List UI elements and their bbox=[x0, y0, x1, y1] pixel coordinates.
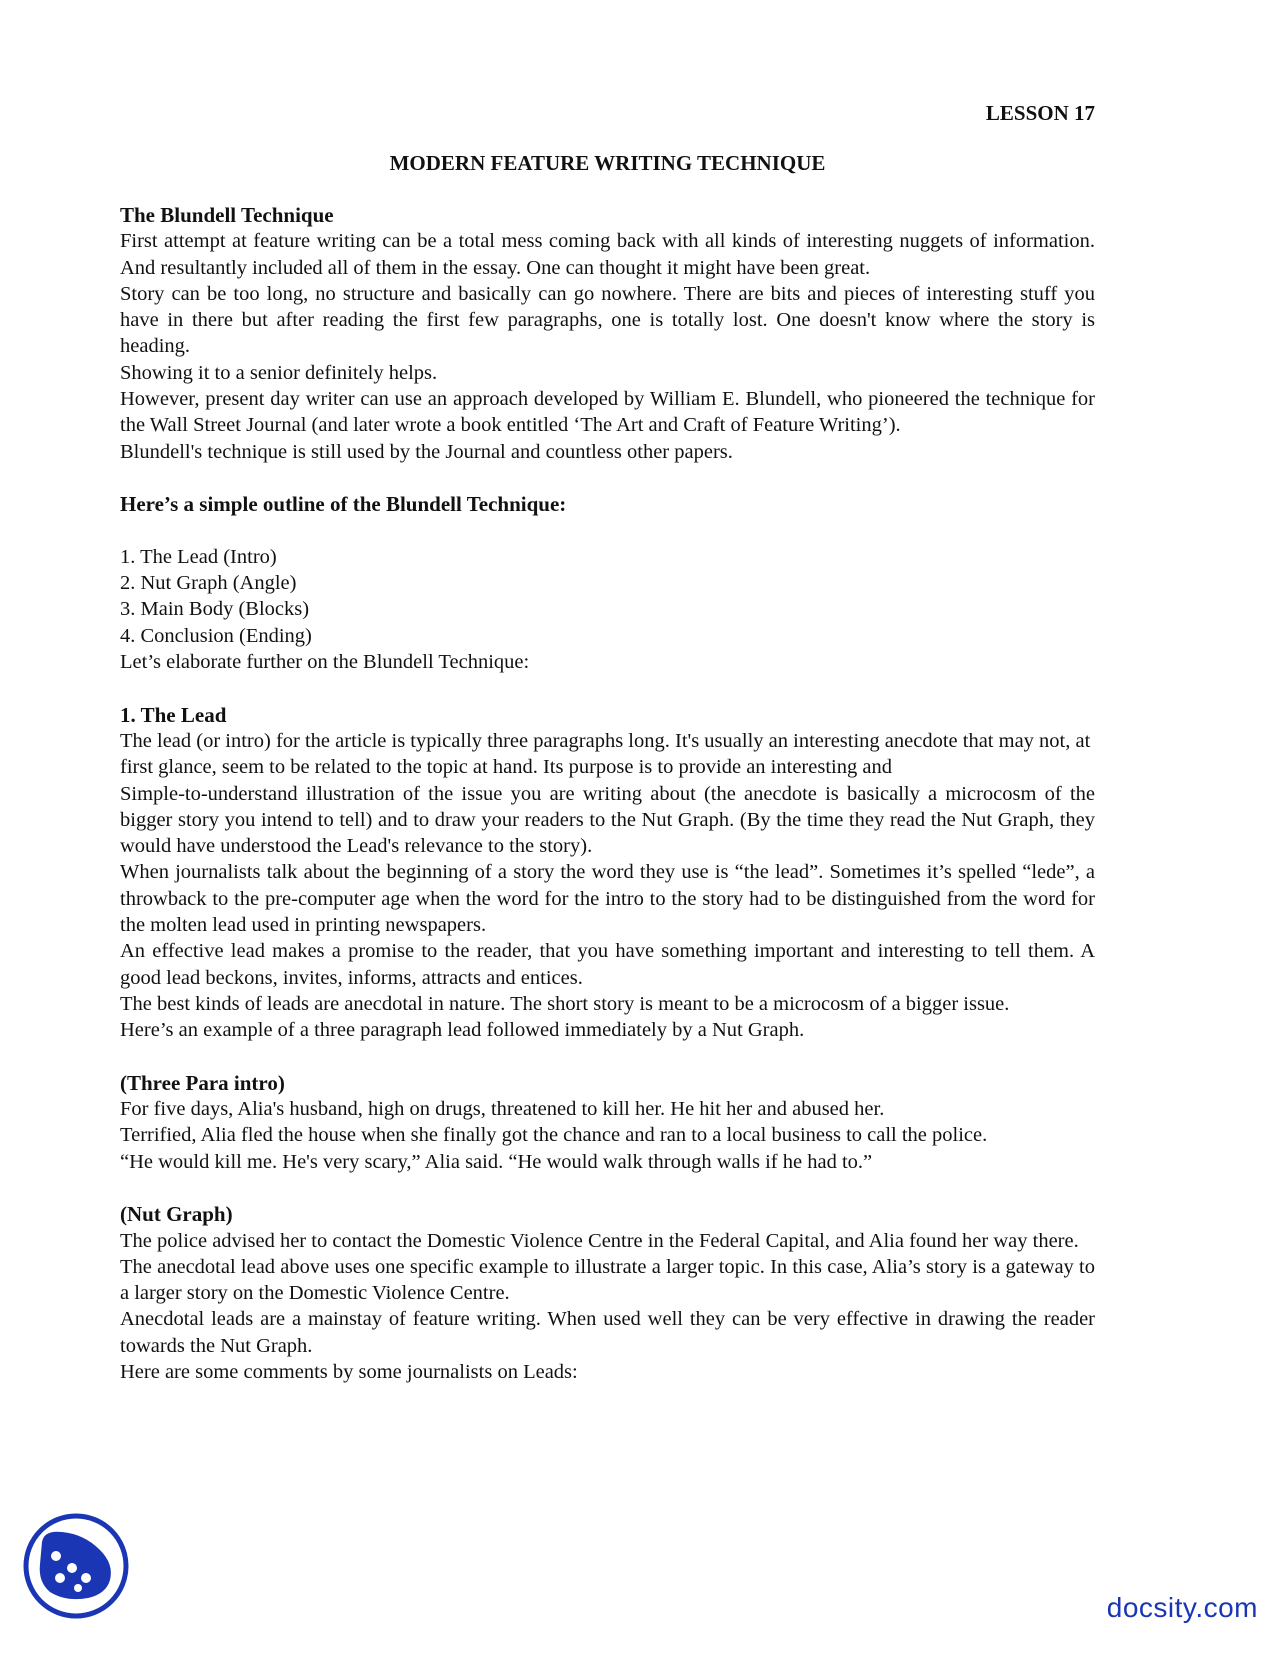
outline-followup: Let’s elaborate further on the Blundell Technique: bbox=[120, 651, 530, 674]
paragraph: When journalists talk about the beginning of a story the word they use is “the lead”. Sometimes it’s spelled “lede”, a throwback to the pre-computer age when the word for the intro to the story had to be distinguished from the word for the molten lead used in printing newspapers. bbox=[120, 861, 1095, 937]
paragraph: For five days, Alia's husband, high on drugs, threatened to kill her. He hit her and abused her. bbox=[120, 1098, 885, 1121]
paragraph: Here are some comments by some journalists on Leads: bbox=[120, 1361, 578, 1384]
section-heading-blundell: The Blundell Technique bbox=[120, 203, 334, 227]
section-heading-intro-example: (Three Para intro) bbox=[120, 1070, 285, 1095]
paragraph: The anecdotal lead above uses one specific example to illustrate a larger topic. In this case, Alia’s story is a gateway to a larger story on the Domestic Violence Centre. bbox=[120, 1255, 1095, 1305]
paragraph: Terrified, Alia fled the house when she finally got the chance and ran to a local business to call the police. bbox=[120, 1124, 988, 1147]
outline-item: 2. Nut Graph (Angle) bbox=[120, 572, 297, 595]
outline-item: 3. Main Body (Blocks) bbox=[120, 598, 310, 621]
paragraph: Here’s an example of a three paragraph lead followed immediately by a Nut Graph. bbox=[120, 1019, 805, 1042]
paragraph: An effective lead makes a promise to the reader, that you have something important and interesting to tell them. A good lead beckons, invites, informs, attracts and entices. bbox=[120, 940, 1095, 989]
paragraph: Simple-to-understand illustration of the issue you are writing about (the anecdote is basically a microcosm of the bigger story you intend to tell) and to draw your readers to the Nut Graph. (By the time they read the Nut Graph, they would have understood the Lead's relevance to the story). bbox=[120, 782, 1095, 858]
outline-item: 4. Conclusion (Ending) bbox=[120, 624, 312, 647]
paragraph: Story can be too long, no structure and basically can go nowhere. There are bits and pieces of interesting stuff you have in there but after reading the first few paragraphs, one is totally lost. One doesn't know where the story is heading. bbox=[120, 282, 1095, 358]
section-heading-nut-graph: (Nut Graph) bbox=[120, 1202, 233, 1227]
page-title: MODERN FEATURE WRITING TECHNIQUE bbox=[389, 151, 826, 175]
section-heading-lead: 1. The Lead bbox=[120, 702, 227, 727]
paragraph: The lead (or intro) for the article is typically three paragraphs long. It's usually an interesting anecdote that may not, at first glance, seem to be related to the topic at hand. Its purpose is to provide an interesting and bbox=[120, 729, 1091, 779]
docsity-logo-icon[interactable] bbox=[22, 1512, 130, 1620]
docsity-brand-link[interactable]: docsity.com bbox=[1106, 1592, 1258, 1623]
lesson-number: LESSON 17 bbox=[985, 101, 1095, 125]
paragraph: The best kinds of leads are anecdotal in nature. The short story is meant to be a microcosm of a bigger issue. bbox=[120, 992, 1010, 1015]
paragraph: Showing it to a senior definitely helps. bbox=[120, 361, 438, 384]
paragraph: Blundell's technique is still used by the Journal and countless other papers. bbox=[120, 440, 733, 463]
paragraph: However, present day writer can use an approach developed by William E. Blundell, who pioneered the technique for the Wall Street Journal (and later wrote a book entitled ‘The Art and Craft of Feature Writing’). bbox=[120, 388, 1095, 437]
paragraph: First attempt at feature writing can be a total mess coming back with all kinds of interesting nuggets of information. And resultantly included all of them in the essay. One can thought it might have been great. bbox=[120, 230, 1095, 279]
section-heading-outline: Here’s a simple outline of the Blundell Technique: bbox=[120, 492, 567, 517]
paragraph: Anecdotal leads are a mainstay of feature writing. When used well they can be very effective in drawing the reader towards the Nut Graph. bbox=[120, 1308, 1095, 1357]
outline-item: 1. The Lead (Intro) bbox=[120, 545, 277, 568]
paragraph: “He would kill me. He's very scary,” Alia said. “He would walk through walls if he had to.” bbox=[120, 1150, 873, 1173]
document-page bbox=[120, 100, 1095, 1385]
docsity-logo-icon-svg bbox=[22, 1512, 130, 1620]
paragraph: The police advised her to contact the Domestic Violence Centre in the Federal Capital, and Alia found her way there. bbox=[120, 1229, 1079, 1252]
